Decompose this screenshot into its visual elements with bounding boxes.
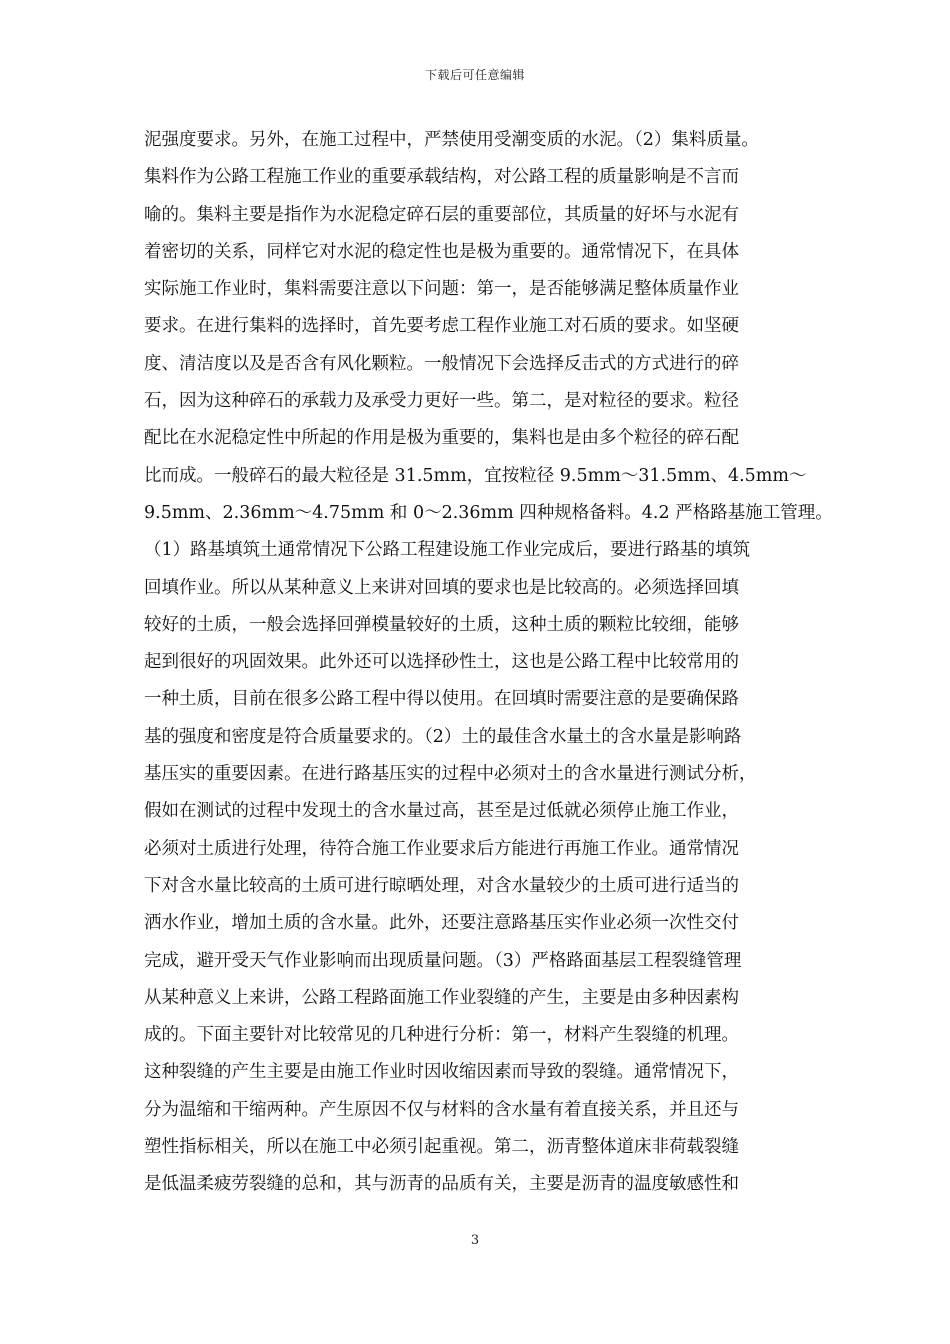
text-line: 度、清洁度以及是否含有风化颗粒。一般情况下会选择反击式的方式进行的碎 bbox=[144, 353, 739, 374]
text-line: 集料作为公路工程施工作业的重要承载结构，对公路工程的质量影响是不言而 bbox=[144, 167, 739, 188]
text-line: 必须对土质进行处理，待符合施工作业要求后方能进行再施工作业。通常情况 bbox=[144, 838, 739, 859]
text-line: 塑性指标相关，所以在施工中必须引起重视。第二，沥青整体道床非荷载裂缝 bbox=[144, 1137, 739, 1158]
text-line: 一种土质，目前在很多公路工程中得以使用。在回填时需要注意的是要确保路 bbox=[144, 689, 739, 710]
body-text bbox=[144, 122, 833, 1204]
text-line: 从某种意义上来讲，公路工程路面施工作业裂缝的产生，主要是由多种因素构 bbox=[144, 987, 739, 1008]
text-line: 这种裂缝的产生主要是由施工作业时因收缩因素而导致的裂缝。通常情况下， bbox=[144, 1062, 739, 1083]
text-line: 洒水作业，增加土质的含水量。此外，还要注意路基压实作业必须一次性交付 bbox=[144, 913, 739, 934]
text-line: 石，因为这种碎石的承载力及承受力更好一些。第二，是对粒径的要求。粒径 bbox=[144, 391, 739, 412]
page-header: 下载后可任意编辑 bbox=[424, 68, 525, 82]
text-line: 下对含水量比较高的土质可进行晾晒处理，对含水量较少的土质可进行适当的 bbox=[144, 875, 739, 896]
text-line: 起到很好的巩固效果。此外还可以选择砂性土，这也是公路工程中比较常用的 bbox=[144, 652, 739, 673]
text-line: 假如在测试的过程中发现土的含水量过高，甚至是过低就必须停止施工作业， bbox=[144, 801, 739, 822]
text-line: 回填作业。所以从某种意义上来讲对回填的要求也是比较高的。必须选择回填 bbox=[144, 577, 739, 598]
text-line: 配比在水泥稳定性中所起的作用是极为重要的，集料也是由多个粒径的碎石配 bbox=[144, 428, 739, 449]
text-line: 较好的土质，一般会选择回弹模量较好的土质，这种土质的颗粒比较细，能够 bbox=[144, 614, 739, 635]
text-line: （1）路基填筑土通常情况下公路工程建设施工作业完成后，要进行路基的填筑 bbox=[144, 540, 751, 561]
text-line: 比而成。一般碎石的最大粒径是 31.5mm，宜按粒径 9.5mm～31.5mm、4.5mm～ bbox=[144, 465, 807, 486]
text-line: 喻的。集料主要是指作为水泥稳定碎石层的重要部位，其质量的好坏与水泥有 bbox=[144, 204, 739, 225]
text-line: 泥强度要求。另外，在施工过程中，严禁使用受潮变质的水泥。（2）集料质量。 bbox=[144, 130, 759, 150]
text-line: 着密切的关系，同样它对水泥的稳定性也是极为重要的。通常情况下，在具体 bbox=[144, 241, 739, 262]
text-line: 分为温缩和干缩两种。产生原因不仅与材料的含水量有着直接关系，并且还与 bbox=[144, 1099, 739, 1120]
text-line: 要求。在进行集料的选择时，首先要考虑工程作业施工对石质的要求。如坚硬 bbox=[144, 316, 739, 337]
text-line: 完成，避开受天气作业影响而出现质量问题。（3）严格路面基层工程裂缝管理 bbox=[144, 950, 742, 971]
text-line: 基的强度和密度是符合质量要求的。（2）土的最佳含水量土的含水量是影响路 bbox=[144, 726, 742, 747]
text-line: 实际施工作业时，集料需要注意以下问题：第一，是否能够满足整体质量作业 bbox=[144, 279, 739, 300]
text-line: 9.5mm、2.36mm～4.75mm 和 0～2.36mm 四种规格备料。4.2 严格路基施工管理。 bbox=[144, 502, 833, 523]
text-line: 成的。下面主要针对比较常见的几种进行分析：第一，材料产生裂缝的机理。 bbox=[144, 1025, 739, 1046]
text-line: 基压实的重要因素。在进行路基压实的过程中必须对土的含水量进行测试分析， bbox=[144, 764, 757, 785]
page-number: 3 bbox=[470, 1233, 480, 1248]
text-line: 是低温柔疲劳裂缝的总和，其与沥青的品质有关，主要是沥青的温度敏感性和 bbox=[144, 1174, 739, 1195]
